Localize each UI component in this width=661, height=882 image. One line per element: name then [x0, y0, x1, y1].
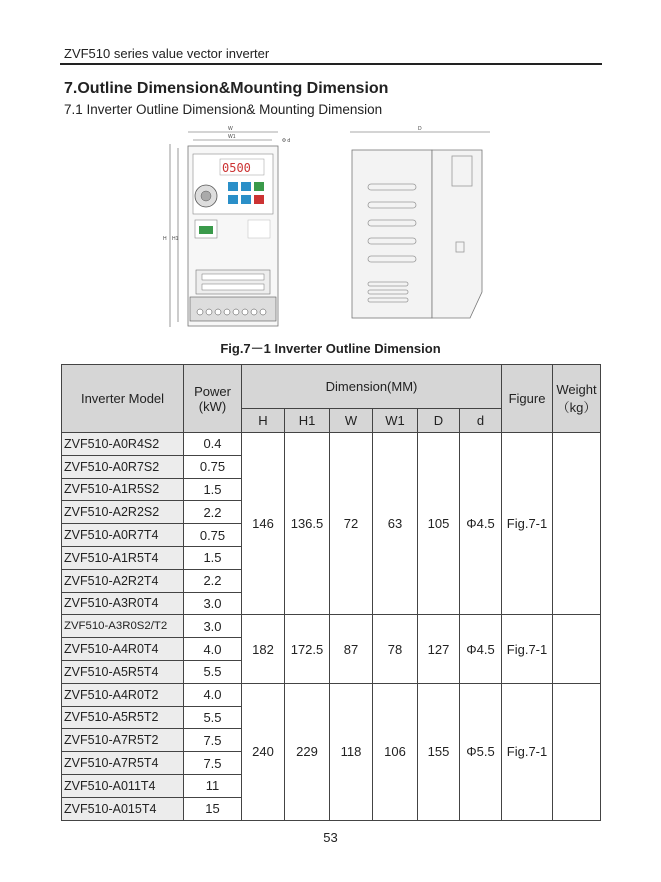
cell-w1: 106 [373, 683, 418, 820]
cell-power: 7.5 [184, 752, 242, 775]
cell-model: ZVF510-A3R0S2/T2 [62, 615, 184, 638]
cell-h: 240 [242, 683, 285, 820]
cell-model: ZVF510-A5R5T2 [62, 706, 184, 729]
cell-power: 3.0 [184, 592, 242, 615]
inverter-outline-drawing [160, 122, 500, 337]
col-header-power: Power (kW) [184, 365, 242, 433]
dim-w-label: W [228, 126, 233, 132]
table-row [62, 615, 601, 638]
dim-hole-label: Φ d [282, 138, 291, 144]
cell-w1: 78 [373, 615, 418, 683]
col-header-h1: H1 [285, 409, 330, 433]
dim-h1-label: H1 [172, 236, 179, 242]
cell-power: 4.0 [184, 638, 242, 661]
cell-weight [553, 615, 601, 683]
cell-w: 72 [330, 433, 373, 615]
cell-d-small: Φ4.5 [460, 615, 502, 683]
cell-power: 2.2 [184, 501, 242, 524]
cell-h1: 229 [285, 683, 330, 820]
cell-d-big: 105 [418, 433, 460, 615]
cell-w1: 63 [373, 433, 418, 615]
dimension-table [61, 364, 601, 821]
col-header-d-big: D [418, 409, 460, 433]
cell-model: ZVF510-A2R2S2 [62, 501, 184, 524]
cell-model: ZVF510-A0R4S2 [62, 433, 184, 456]
cell-weight [553, 433, 601, 615]
cell-w: 87 [330, 615, 373, 683]
cell-figure: Fig.7-1 [502, 683, 553, 820]
cell-power: 1.5 [184, 546, 242, 569]
section-subheading: 7.1 Inverter Outline Dimension& Mounting Dimension [64, 102, 383, 117]
cell-power: 7.5 [184, 729, 242, 752]
col-header-d-small: d [460, 409, 502, 433]
col-header-w: W [330, 409, 373, 433]
cell-model: ZVF510-A3R0T4 [62, 592, 184, 615]
cell-model: ZVF510-A1R5S2 [62, 478, 184, 501]
table-row [62, 683, 601, 706]
cell-model: ZVF510-A2R2T4 [62, 569, 184, 592]
cell-power: 15 [184, 797, 242, 820]
cell-power: 2.2 [184, 569, 242, 592]
cell-h: 182 [242, 615, 285, 683]
dim-depth-label: D [418, 126, 422, 132]
cell-figure: Fig.7-1 [502, 433, 553, 615]
cell-power: 3.0 [184, 615, 242, 638]
cell-model: ZVF510-A4R0T2 [62, 683, 184, 706]
cell-model: ZVF510-A5R5T4 [62, 660, 184, 683]
side-view [350, 126, 490, 318]
col-header-w1: W1 [373, 409, 418, 433]
col-header-figure: Figure [502, 365, 553, 433]
section-heading: 7.Outline Dimension&Mounting Dimension [64, 80, 389, 97]
table-body [62, 433, 601, 821]
cell-h1: 172.5 [285, 615, 330, 683]
cell-d-small: Φ5.5 [460, 683, 502, 820]
cell-w: 118 [330, 683, 373, 820]
cell-power: 1.5 [184, 478, 242, 501]
cell-model: ZVF510-A1R5T4 [62, 546, 184, 569]
dim-h-label: H [163, 236, 167, 242]
cell-power: 5.5 [184, 660, 242, 683]
col-header-weight: Weight （kg） [553, 365, 601, 433]
cell-weight [553, 683, 601, 820]
col-header-model: Inverter Model [62, 365, 184, 433]
cell-h1: 136.5 [285, 433, 330, 615]
cell-power: 5.5 [184, 706, 242, 729]
cell-d-small: Φ4.5 [460, 433, 502, 615]
header-rule [60, 63, 602, 65]
cell-model: ZVF510-A0R7S2 [62, 455, 184, 478]
col-header-dimension: Dimension(MM) [242, 365, 502, 409]
cell-h: 146 [242, 433, 285, 615]
dim-w1-label: W1 [228, 134, 236, 140]
figure-caption: Fig.7－1 Inverter Outline Dimension [220, 341, 441, 356]
cell-figure: Fig.7-1 [502, 615, 553, 683]
col-header-h: H [242, 409, 285, 433]
cell-model: ZVF510-A011T4 [62, 774, 184, 797]
cell-power: 11 [184, 774, 242, 797]
page-number: 53 [323, 830, 338, 845]
cell-power: 4.0 [184, 683, 242, 706]
cell-model: ZVF510-A015T4 [62, 797, 184, 820]
cell-model: ZVF510-A7R5T2 [62, 729, 184, 752]
cell-model: ZVF510-A0R7T4 [62, 524, 184, 547]
cell-power: 0.75 [184, 455, 242, 478]
cell-model: ZVF510-A4R0T4 [62, 638, 184, 661]
cell-d-big: 155 [418, 683, 460, 820]
cell-power: 0.4 [184, 433, 242, 456]
table-row [62, 433, 601, 456]
running-header: ZVF510 series value vector inverter [64, 46, 270, 61]
cell-d-big: 127 [418, 615, 460, 683]
display-readout: 0500 [222, 161, 251, 175]
cell-model: ZVF510-A7R5T4 [62, 752, 184, 775]
front-view [163, 126, 290, 327]
cell-power: 0.75 [184, 524, 242, 547]
